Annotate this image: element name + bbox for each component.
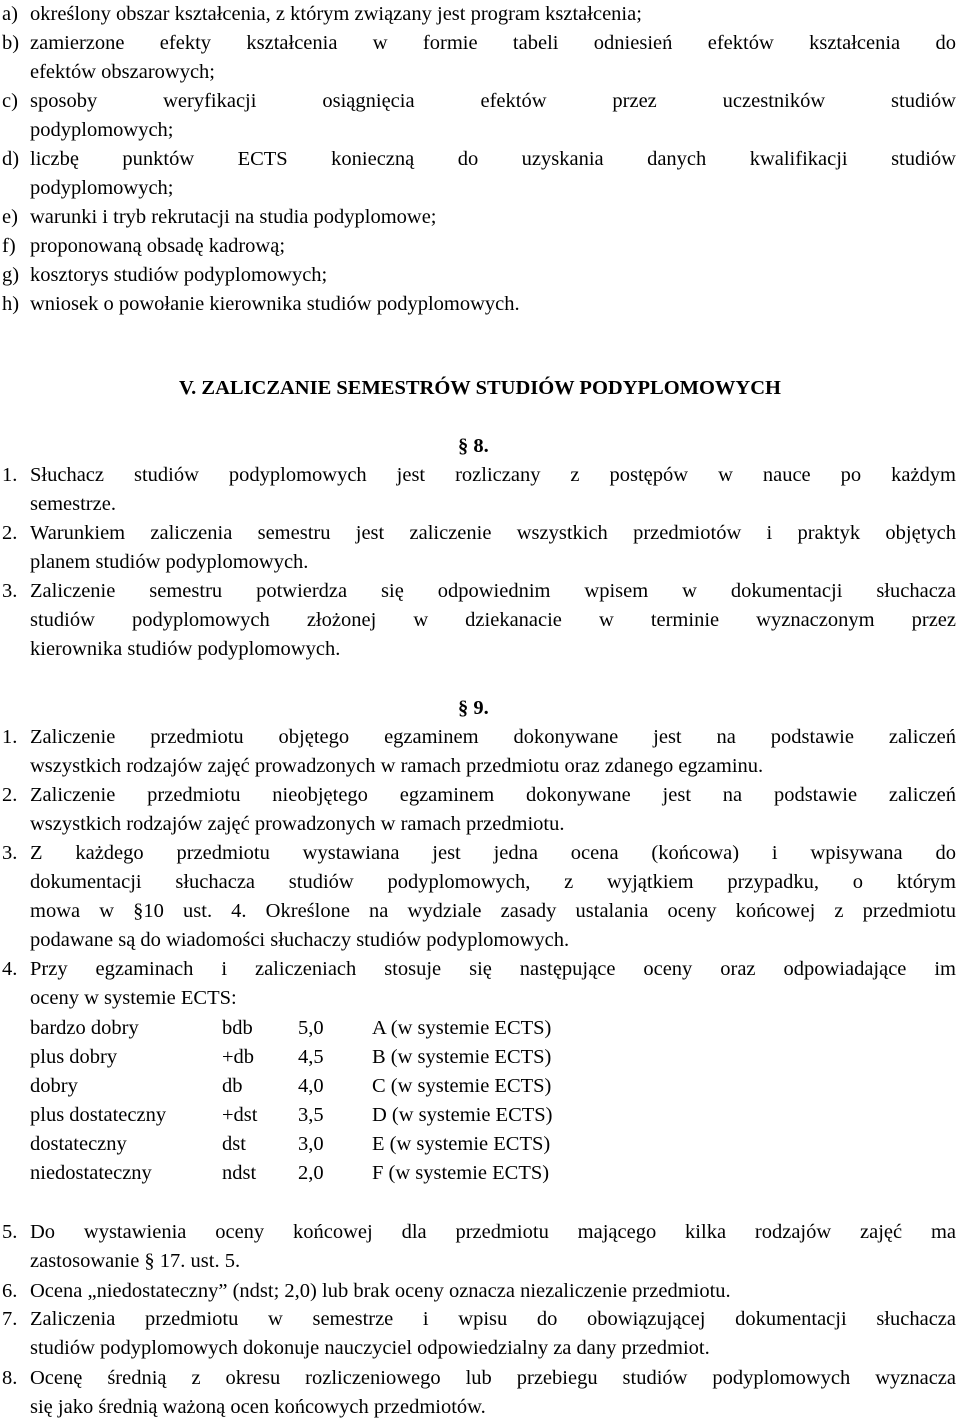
point-text-line: Ocenę średnią z okresu rozliczeniowego lub przebiegu studiów podyplomowych wyznacza — [30, 1367, 956, 1389]
point-text-line: wszystkich rodzajów zajęć prowadzonych w ramach przedmiotu oraz zdanego egzaminu. — [30, 755, 764, 777]
point-text-line: studiów podyplomowych dokonuje nauczyciel odpowiedzialny za dany przedmiot. — [30, 1337, 710, 1359]
grade-value: 5,0 — [298, 1017, 324, 1039]
grade-name: niedostateczny — [30, 1162, 152, 1184]
point-text-line: Zaliczenie semestru potwierdza się odpowiednim wpisem w dokumentacji słuchacza — [30, 580, 956, 602]
table-row — [30, 1159, 553, 1188]
grade-ects: A (w systemie ECTS) — [372, 1017, 552, 1039]
section-heading: V. ZALICZANIE SEMESTRÓW STUDIÓW PODYPLOMOWYCH — [178, 377, 781, 399]
grade-value: 3,0 — [298, 1133, 324, 1155]
point-text-line: Zaliczenie przedmiotu nieobjętego egzaminem dokonywane jest na podstawie zaliczeń — [30, 784, 956, 806]
list-item-b-line2: efektów obszarowych; — [30, 61, 216, 83]
point-text-line: oceny w systemie ECTS: — [30, 987, 237, 1009]
point-text-line: Warunkiem zaliczenia semestru jest zaliczenie wszystkich przedmiotów i praktyk objętych — [30, 522, 956, 544]
point-text-line: studiów podyplomowych złożonej w dziekanacie w terminie wyznaczonym przez — [30, 609, 956, 631]
point-text-line: mowa w §10 ust. 4. Określone na wydziale zasady ustalania oceny końcowej z przedmiotu — [30, 900, 956, 922]
grade-abbrev: +db — [222, 1046, 255, 1068]
table-row — [30, 1043, 553, 1072]
list-item-e: warunki i tryb rekrutacji na studia podyplomowe; — [30, 206, 437, 228]
table-row — [30, 1101, 553, 1130]
point-text-line: dokumentacji słuchacza studiów podyplomowych, z wyjątkiem przypadku, o którym — [30, 871, 956, 893]
grade-value: 4,0 — [298, 1075, 324, 1097]
grade-name: dobry — [30, 1075, 78, 1097]
list-marker: b) — [2, 32, 20, 54]
point-text-line: Z każdego przedmiotu wystawiana jest jedna ocena (końcowa) i wpisywana do — [30, 842, 956, 864]
list-marker: d) — [2, 148, 20, 170]
point-number: 2. — [2, 522, 18, 544]
list-item-d-line2: podyplomowych; — [30, 177, 174, 199]
paragraph-mark-9: § 9. — [458, 697, 489, 719]
list-marker: e) — [2, 206, 18, 228]
grade-ects: D (w systemie ECTS) — [372, 1104, 553, 1126]
point-text-line: Zaliczenie przedmiotu objętego egzaminem dokonywane jest na podstawie zaliczeń — [30, 726, 956, 748]
grade-name: bardzo dobry — [30, 1017, 139, 1039]
grade-ects: E (w systemie ECTS) — [372, 1133, 551, 1155]
grade-abbrev: ndst — [222, 1162, 257, 1184]
point-number: 3. — [2, 842, 18, 864]
grade-value: 4,5 — [298, 1046, 324, 1068]
point-text-line: semestrze. — [30, 493, 116, 515]
list-marker: a) — [2, 3, 18, 25]
paragraph-mark-8: § 8. — [458, 435, 489, 457]
grade-value: 2,0 — [298, 1162, 324, 1184]
point-number: 6. — [2, 1280, 18, 1302]
point-number: 4. — [2, 958, 18, 980]
table-row — [30, 1014, 553, 1043]
point-number: 2. — [2, 784, 18, 806]
list-item-h: wniosek o powołanie kierownika studiów podyplomowych. — [30, 293, 520, 315]
list-marker: f) — [2, 235, 16, 257]
point-text-line: Zaliczenia przedmiotu w semestrze i wpisu do obowiązującej dokumentacji słuchacza — [30, 1308, 956, 1330]
list-item-g: kosztorys studiów podyplomowych; — [30, 264, 328, 286]
point-number: 8. — [2, 1367, 18, 1389]
list-item-a: określony obszar kształcenia, z którym związany jest program kształcenia; — [30, 3, 642, 25]
grade-abbrev: db — [222, 1075, 243, 1097]
point-text-line: się jako średnią ważoną ocen końcowych przedmiotów. — [30, 1396, 486, 1418]
point-text-line: Słuchacz studiów podyplomowych jest rozliczany z postępów w nauce po każdym — [30, 464, 956, 486]
list-item-b-line1: zamierzone efekty kształcenia w formie tabeli odniesień efektów kształcenia do — [30, 32, 956, 54]
list-item-d-line1: liczbę punktów ECTS konieczną do uzyskania danych kwalifikacji studiów — [30, 148, 956, 170]
grade-abbrev: +dst — [222, 1104, 258, 1126]
list-item-c-line2: podyplomowych; — [30, 119, 174, 141]
point-number: 1. — [2, 726, 18, 748]
grade-value: 3,5 — [298, 1104, 324, 1126]
point-text-line: Ocena „niedostateczny” (ndst; 2,0) lub brak oceny oznacza niezaliczenie przedmiotu. — [30, 1280, 731, 1302]
list-item-c-line1: sposoby weryfikacji osiągnięcia efektów przez uczestników studiów — [30, 90, 956, 112]
point-text-line: podawane są do wiadomości słuchaczy studiów podyplomowych. — [30, 929, 570, 951]
grades-table — [30, 1014, 553, 1188]
grade-name: plus dobry — [30, 1046, 118, 1068]
grade-ects: F (w systemie ECTS) — [372, 1162, 550, 1184]
grade-name: dostateczny — [30, 1133, 127, 1155]
point-text-line: kierownika studiów podyplomowych. — [30, 638, 341, 660]
list-marker: h) — [2, 293, 20, 315]
point-text-line: Do wystawienia oceny końcowej dla przedmiotu mającego kilka rodzajów zajęć ma — [30, 1221, 956, 1243]
point-text-line: zastosowanie § 17. ust. 5. — [30, 1250, 241, 1272]
list-marker: g) — [2, 264, 20, 286]
grade-name: plus dostateczny — [30, 1104, 167, 1126]
point-number: 5. — [2, 1221, 18, 1243]
grade-ects: B (w systemie ECTS) — [372, 1046, 552, 1068]
point-number: 7. — [2, 1308, 18, 1330]
point-number: 1. — [2, 464, 18, 486]
grade-abbrev: dst — [222, 1133, 246, 1155]
grade-abbrev: bdb — [222, 1017, 253, 1039]
list-marker: c) — [2, 90, 18, 112]
table-row — [30, 1130, 553, 1159]
point-number: 3. — [2, 580, 18, 602]
point-text-line: planem studiów podyplomowych. — [30, 551, 309, 573]
point-text-line: Przy egzaminach i zaliczeniach stosuje się następujące oceny oraz odpowiadające im — [30, 958, 956, 980]
table-row — [30, 1072, 553, 1101]
list-item-f: proponowaną obsadę kadrową; — [30, 235, 286, 257]
grade-ects: C (w systemie ECTS) — [372, 1075, 552, 1097]
point-text-line: wszystkich rodzajów zajęć prowadzonych w ramach przedmiotu. — [30, 813, 565, 835]
